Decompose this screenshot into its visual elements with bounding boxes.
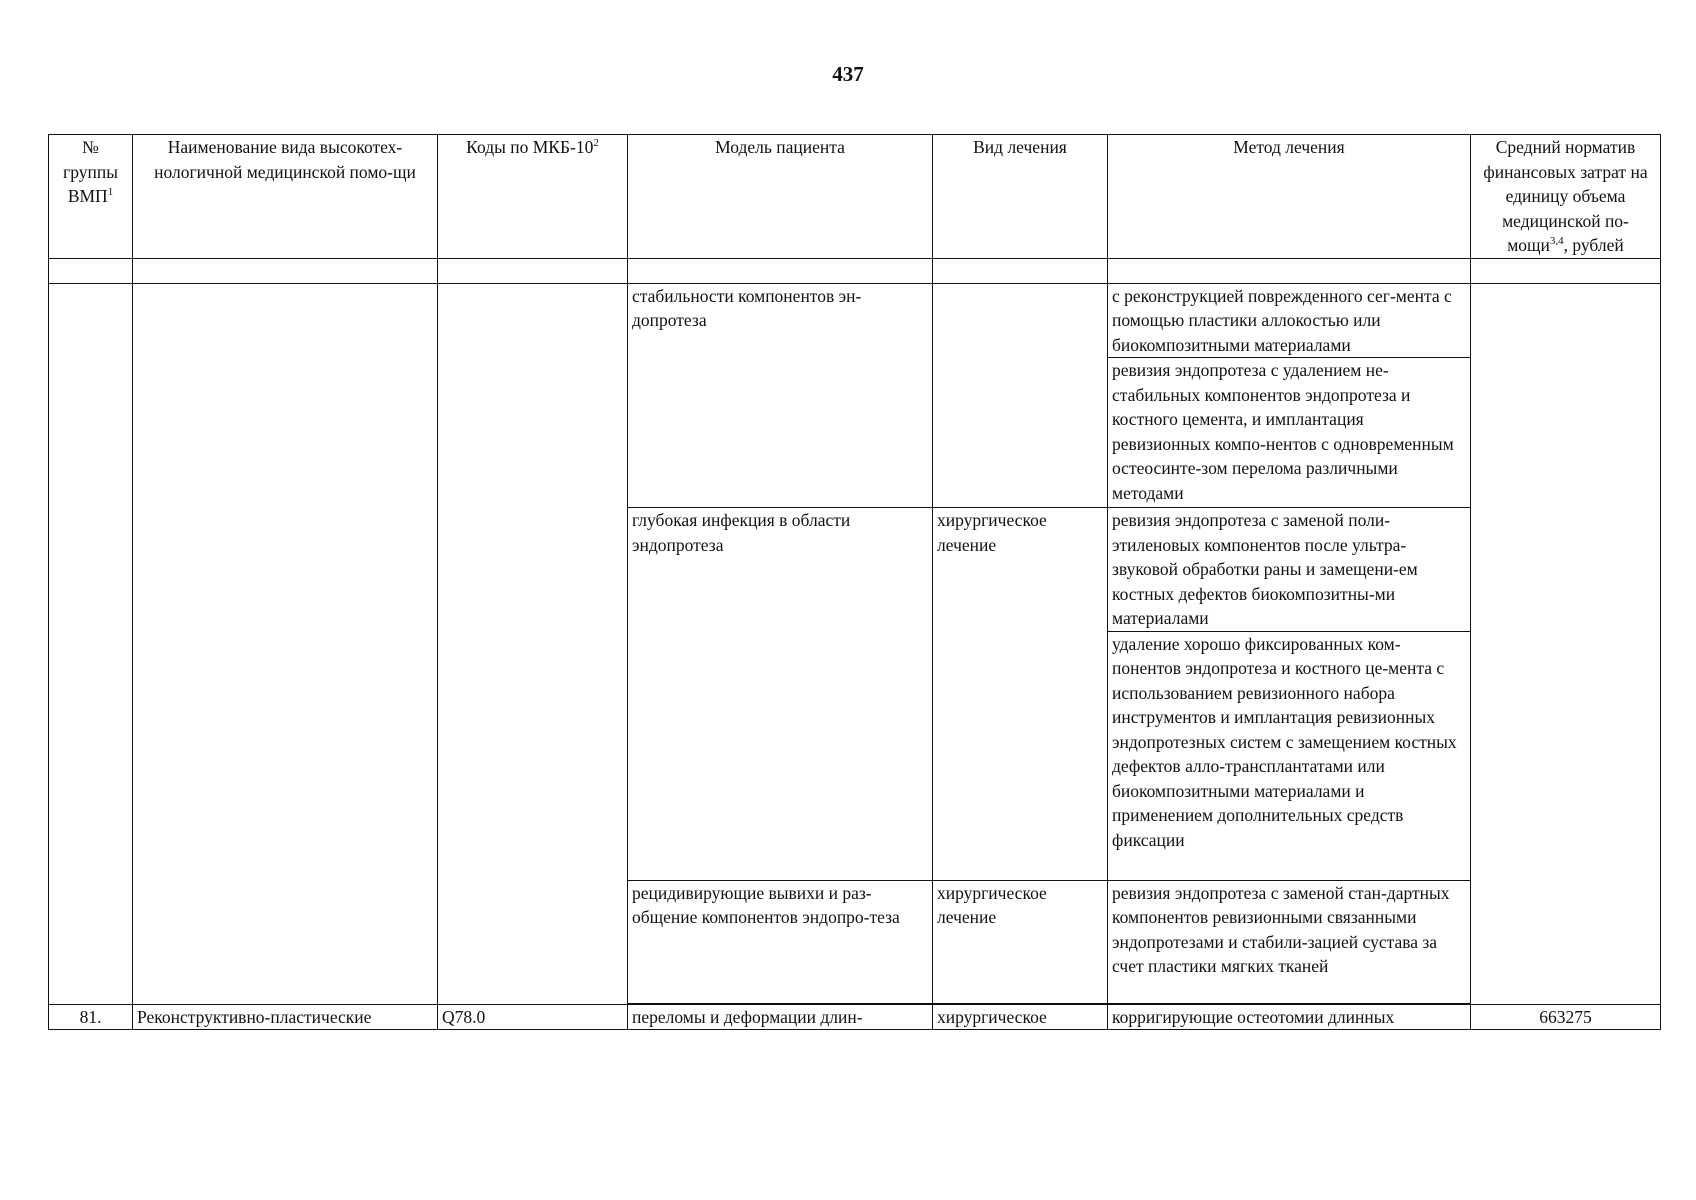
- method-cell: ревизия эндопротеза с заменой стан-дартных компонентов ревизионными связанными эндопротезами и стабили-зацией сустава за счет пластики мягких тканей: [1108, 880, 1471, 1003]
- icd-code-cell: Q78.0: [438, 1004, 628, 1030]
- table-row: [49, 1004, 1661, 1030]
- vmp-table: [48, 134, 1661, 1030]
- patient-model-cell: стабильности компонентов эн-допротеза: [628, 283, 933, 508]
- table-header-row: [49, 135, 1661, 259]
- header-patient-model: Модель пациента: [628, 135, 933, 259]
- header-icd-codes: Коды по МКБ-$10^2$: [438, 135, 628, 259]
- table-number-row: [49, 258, 1661, 283]
- cost-cell: 663275: [1471, 1004, 1661, 1030]
- method-cell: ревизия эндопротеза с удалением не-стабильных компонентов эндопротеза и костного цемента, и имплантация ревизионных компо-нентов с одновременным остеосинте-зом перелома различными методами: [1108, 358, 1471, 508]
- method-cell: удаление хорошо фиксированных ком-понентов эндопротеза и костного це-мента с использованием ревизионного набора инструментов и имплантация ревизионных эндопротезных систем с замещением костных дефектов алло-трансплантатами или биокомпозитными материалами и применением дополнительных средств фиксации: [1108, 631, 1471, 880]
- group-number-cell: 81.: [49, 1004, 133, 1030]
- header-treatment-method: Метод лечения: [1108, 135, 1471, 259]
- patient-model-cell: переломы и деформации длин-: [628, 1004, 933, 1030]
- treatment-type-cell: хирургическое лечение: [933, 880, 1108, 1003]
- header-cost-standard: Средний норматив финансовых затрат на единицу объема медицинской по-мощи$^{3,4}$, рублей: [1471, 135, 1661, 259]
- header-treatment-type: Вид лечения: [933, 135, 1108, 259]
- treatment-type-cell: хирургическое лечение: [933, 508, 1108, 881]
- table-row: [49, 283, 1661, 358]
- header-group-number: № группы ВМП$^1$: [49, 135, 133, 259]
- patient-model-cell: рецидивирующие вывихи и раз-общение компонентов эндопро-теза: [628, 880, 933, 1003]
- method-cell: ревизия эндопротеза с заменой поли-этиленовых компонентов после ультра-звуковой обработки раны и замещени-ем костных дефектов биокомпозитны-ми материалами: [1108, 508, 1471, 632]
- care-type-cell: Реконструктивно-пластические: [133, 1004, 438, 1030]
- patient-model-cell: глубокая инфекция в области эндопротеза: [628, 508, 933, 881]
- header-care-type: Наименование вида высокотех-нологичной медицинской помо-щи: [133, 135, 438, 259]
- treatment-type-cell: хирургическое: [933, 1004, 1108, 1030]
- page-number: 437: [832, 62, 864, 86]
- method-cell: корригирующие остеотомии длинных: [1108, 1004, 1471, 1030]
- method-cell: с реконструкцией поврежденного сег-мента с помощью пластики аллокостью или биокомпозитными материалами: [1108, 283, 1471, 358]
